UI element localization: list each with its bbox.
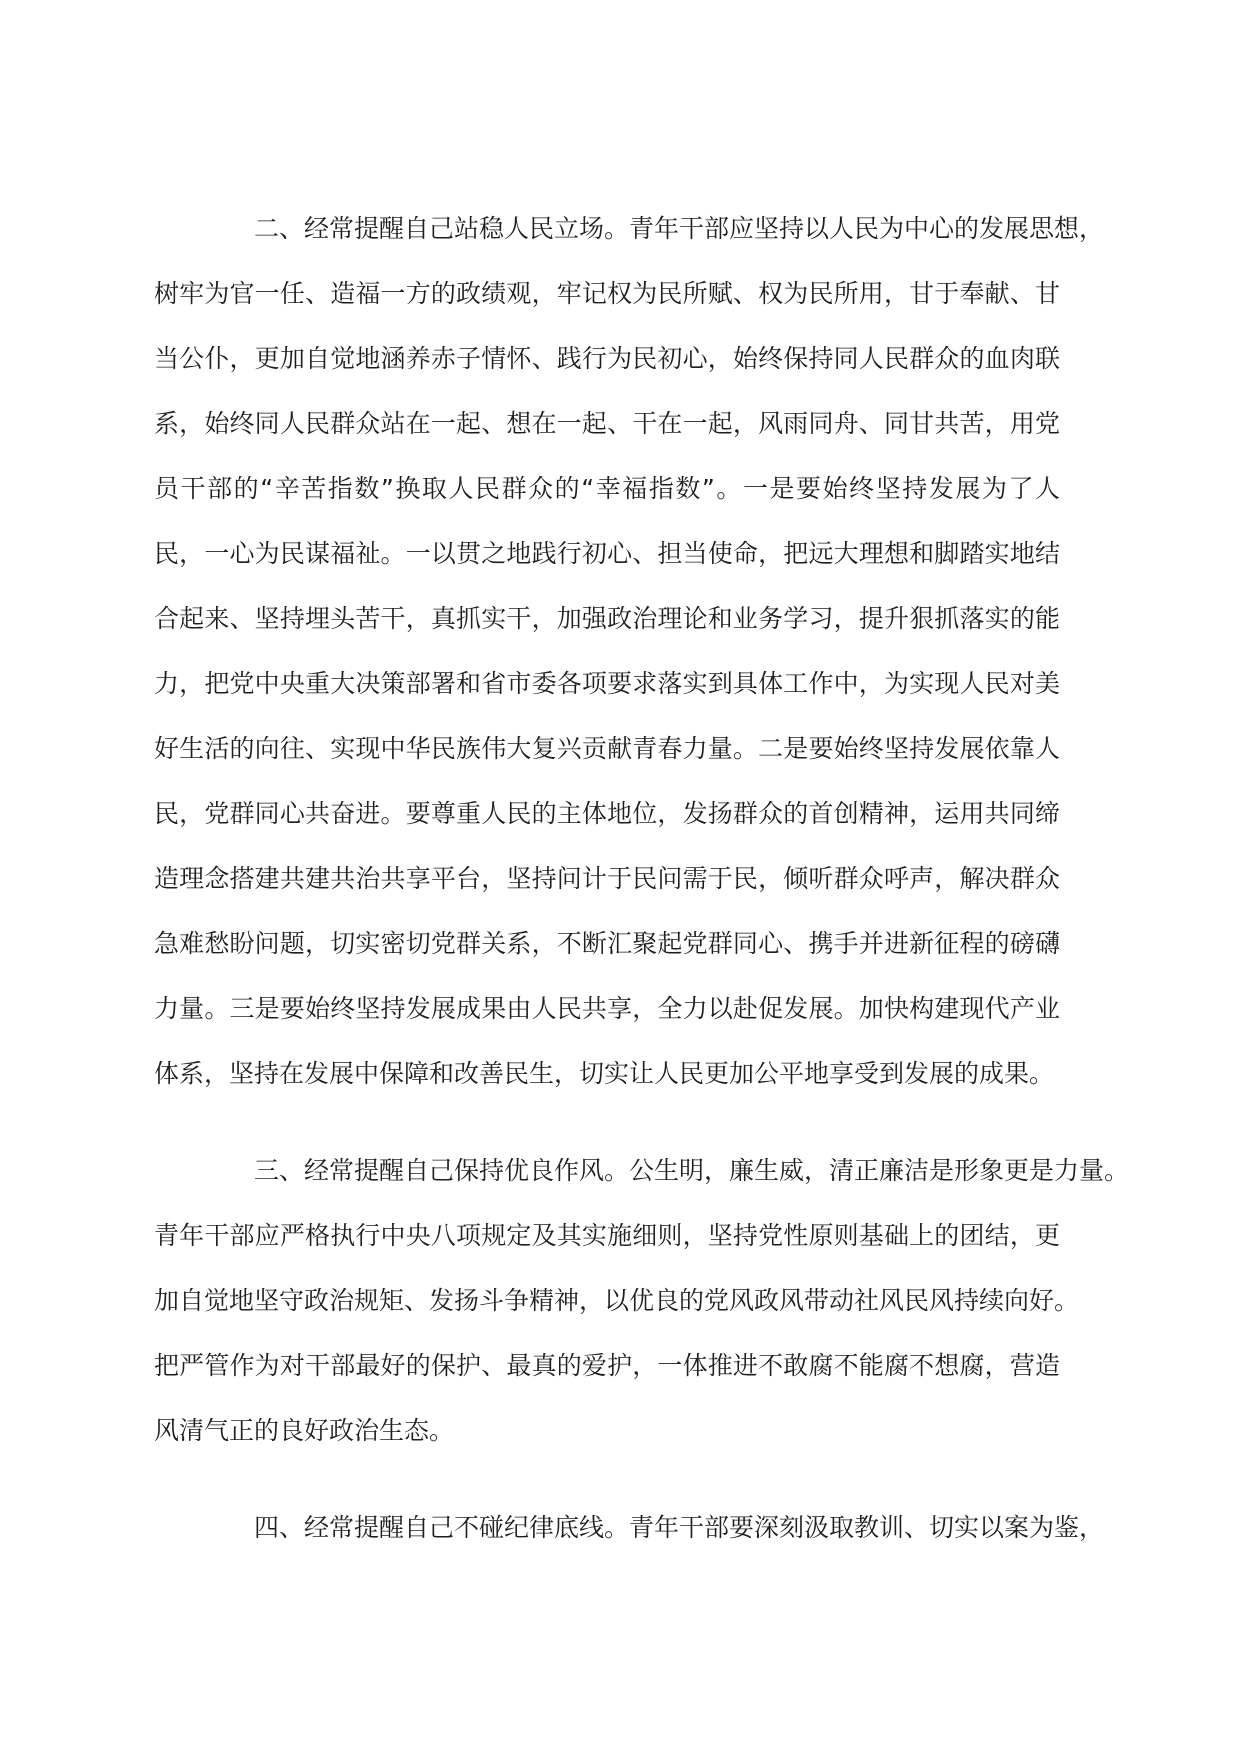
text-line: 好生活的向往、实现中华民族伟大复兴贡献青春力量。二是要始终坚持发展依靠人 xyxy=(154,734,1060,763)
text-line: 加自觉地坚守政治规矩、发扬斗争精神，以优良的党风政风带动社风民风持续向好。 xyxy=(154,1286,1080,1315)
text-line: 当公仆，更加自觉地涵养赤子情怀、践行为民初心，始终保持同人民群众的血肉联 xyxy=(154,344,1060,373)
text-line: 四、经常提醒自己不碰纪律底线。青年干部要深刻汲取教训、切实以案为鉴， xyxy=(254,1513,1105,1542)
text-line: 把严管作为对干部最好的保护、最真的爱护，一体推进不敢腐不能腐不想腐，营造 xyxy=(154,1351,1060,1380)
paragraph-people-stance xyxy=(154,196,1105,1106)
text-line: 二、经常提醒自己站稳人民立场。青年干部应坚持以人民为中心的发展思想， xyxy=(254,214,1105,243)
text-line: 力，把党中央重大决策部署和省市委各项要求落实到具体工作中，为实现人民对美 xyxy=(154,669,1060,698)
paragraph-discipline-line xyxy=(154,1495,1105,1560)
text-line: 树牢为官一任、造福一方的政绩观，牢记权为民所赋、权为民所用，甘于奉献、甘 xyxy=(154,279,1060,308)
text-line: 合起来、坚持埋头苦干，真抓实干，加强政治理论和业务学习，提升狠抓落实的能 xyxy=(154,604,1060,633)
text-line: 员干部的“辛苦指数”换取人民群众的“幸福指数”。一是要始终坚持发展为了人 xyxy=(154,474,1060,503)
text-line: 风清气正的良好政治生态。 xyxy=(154,1416,455,1445)
text-line: 力量。三是要始终坚持发展成果由人民共享，全力以赴促发展。加快构建现代产业 xyxy=(154,994,1060,1023)
paragraph-good-conduct xyxy=(154,1138,1130,1463)
text-line: 造理念搭建共建共治共享平台，坚持问计于民问需于民，倾听群众呼声，解决群众 xyxy=(154,864,1060,893)
text-line: 民，一心为民谋福祉。一以贯之地践行初心、担当使命，把远大理想和脚踏实地结 xyxy=(154,539,1060,568)
text-line: 急难愁盼问题，切实密切党群关系，不断汇聚起党群同心、携手并进新征程的磅礴 xyxy=(154,929,1060,958)
text-line: 民，党群同心共奋进。要尊重人民的主体地位，发扬群众的首创精神，运用共同缔 xyxy=(154,799,1060,828)
document-body xyxy=(154,196,1130,1592)
text-line: 青年干部应严格执行中央八项规定及其实施细则，坚持党性原则基础上的团结，更 xyxy=(154,1221,1060,1250)
text-line: 系，始终同人民群众站在一起、想在一起、干在一起，风雨同舟、同甘共苦，用党 xyxy=(154,409,1060,438)
text-line: 体系，坚持在发展中保障和改善民生，切实让人民更加公平地享受到发展的成果。 xyxy=(154,1059,1055,1088)
text-line: 三、经常提醒自己保持优良作风。公生明，廉生威，清正廉洁是形象更是力量。 xyxy=(254,1156,1130,1185)
